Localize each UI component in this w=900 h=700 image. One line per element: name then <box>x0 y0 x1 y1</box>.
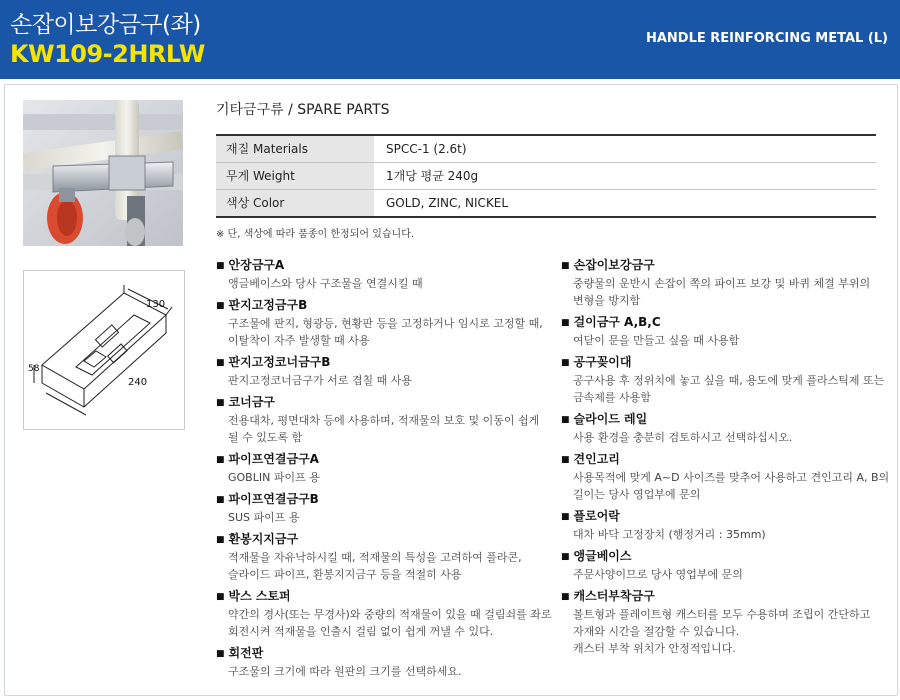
parts-list-item <box>216 589 556 640</box>
parts-list-item <box>216 646 556 680</box>
parts-item-title <box>561 258 891 275</box>
parts-list-item <box>561 412 891 446</box>
bullet-icon: ■ <box>561 455 570 465</box>
parts-item-description: 사용 환경을 충분히 검토하시고 선택하십시오. <box>573 431 793 444</box>
left-parts-list <box>216 258 556 686</box>
technical-drawing <box>23 270 185 430</box>
parts-item-description: 적재물을 자유낙하시킬 때, 적재물의 특성을 고려하여 플라콘, <box>228 551 522 564</box>
parts-list-item <box>561 258 891 309</box>
parts-list-item <box>216 355 556 389</box>
parts-list-item <box>216 492 556 526</box>
parts-item-title <box>216 492 556 509</box>
dim-height-label: 58 <box>28 364 40 374</box>
parts-item-name: 판지고정코너금구B <box>228 355 331 369</box>
bullet-icon: ■ <box>561 552 570 562</box>
parts-item-name: 파이프연결금구A <box>228 452 319 466</box>
parts-item-name: 공구꽂이대 <box>573 355 632 369</box>
parts-item-description: SUS 파이프 용 <box>228 511 300 524</box>
bullet-icon: ■ <box>561 358 570 368</box>
parts-item-description: 금속제를 사용함 <box>573 391 651 404</box>
parts-item-name: 판지고정금구B <box>228 298 308 312</box>
parts-item-name: 손잡이보강금구 <box>573 258 655 272</box>
dim-length-label: 240 <box>128 377 148 388</box>
spec-row-material <box>216 136 876 163</box>
parts-item-description: 이탈착이 자주 발생할 때 사용 <box>228 334 370 347</box>
spec-label: 무게 Weight <box>216 163 374 189</box>
bullet-icon: ■ <box>216 592 225 602</box>
spec-section-title: 기타금구류 / SPARE PARTS <box>216 102 390 118</box>
parts-item-title <box>561 355 891 372</box>
parts-item-title <box>561 589 891 606</box>
spec-value: SPCC-1 (2.6t) <box>386 142 467 156</box>
parts-list-item <box>216 298 556 349</box>
parts-item-description: 슬라이드 파이프, 환봉지지금구 등을 적절히 사용 <box>228 568 462 581</box>
parts-item-title <box>216 258 556 275</box>
parts-item-description: 볼트형과 플레이트형 캐스터를 모두 수용하며 조립이 간단하고 <box>573 608 871 621</box>
parts-item-name: 견인고리 <box>573 452 620 466</box>
parts-item-description: 회전시켜 적재물을 인출시 걸림 없이 쉽게 꺼낼 수 있다. <box>228 625 494 638</box>
parts-item-title <box>216 298 556 315</box>
bullet-icon: ■ <box>216 455 225 465</box>
parts-item-title <box>561 549 891 566</box>
parts-item-description: 될 수 있도록 함 <box>228 431 303 444</box>
product-title: 손잡이보강금구(좌) <box>10 12 201 38</box>
parts-item-description: 전용대차, 평면대차 등에 사용하며, 적재물의 보호 및 이동이 쉽게 <box>228 414 540 427</box>
spec-value: GOLD, ZINC, NICKEL <box>386 196 509 210</box>
bullet-icon: ■ <box>216 398 225 408</box>
parts-item-title <box>216 589 556 606</box>
header-banner <box>0 0 900 79</box>
parts-item-name: 플로어락 <box>573 509 620 523</box>
bullet-icon: ■ <box>216 358 225 368</box>
parts-list-item <box>561 509 891 543</box>
right-parts-list <box>561 258 891 663</box>
parts-item-name: 회전판 <box>228 646 264 660</box>
parts-list-item <box>561 452 891 503</box>
parts-item-title <box>561 315 891 332</box>
spec-label: 재질 Materials <box>216 136 374 162</box>
bullet-icon: ■ <box>216 261 225 271</box>
parts-list-item <box>561 549 891 583</box>
parts-item-name: 환봉지지금구 <box>228 532 299 546</box>
parts-item-name: 파이프연결금구B <box>228 492 319 506</box>
technical-drawing-image <box>24 271 184 429</box>
product-photo-image <box>23 100 183 246</box>
parts-item-title <box>216 532 556 549</box>
bullet-icon: ■ <box>216 649 225 659</box>
parts-item-description: 변형을 방지함 <box>573 294 641 307</box>
parts-item-name: 슬라이드 레일 <box>573 412 648 426</box>
parts-item-description: 약간의 경사(또는 무경사)와 중량의 적재물이 있을 때 걸림쇠를 좌로 <box>228 608 552 621</box>
bullet-icon: ■ <box>561 415 570 425</box>
parts-list-item <box>561 355 891 406</box>
parts-item-title <box>216 452 556 469</box>
spec-row-color <box>216 190 876 216</box>
parts-item-description: GOBLIN 파이프 용 <box>228 471 320 484</box>
parts-item-name: 안장금구A <box>228 258 285 272</box>
bullet-icon: ■ <box>561 592 570 602</box>
spec-row-weight <box>216 163 876 190</box>
parts-list-item <box>216 532 556 583</box>
parts-item-name: 캐스터부착금구 <box>573 589 655 603</box>
parts-item-description: 대차 바닥 고정장치 (행정거리 : 35mm) <box>573 528 766 541</box>
parts-item-description: 구조물에 판지, 형광등, 현황판 등을 고정하거나 임시로 고정할 때, <box>228 317 543 330</box>
parts-item-description: 판지고정코너금구가 서로 겹칠 때 사용 <box>228 374 413 387</box>
parts-item-name: 앵글베이스 <box>573 549 632 563</box>
parts-item-description: 자재와 시간을 절감할 수 있습니다. <box>573 625 740 638</box>
bullet-icon: ■ <box>561 261 570 271</box>
parts-list-item <box>561 589 891 657</box>
bullet-icon: ■ <box>216 301 225 311</box>
parts-item-description: 사용목적에 맞게 A~D 사이즈를 맞추어 사용하고 견인고리 A, B의 <box>573 471 890 484</box>
parts-item-title <box>561 452 891 469</box>
parts-item-description: 여닫이 문을 만들고 싶을 때 사용함 <box>573 334 740 347</box>
parts-list-item <box>216 258 556 292</box>
parts-item-name: 걸이금구 A,B,C <box>573 315 661 329</box>
parts-item-title <box>561 509 891 526</box>
parts-item-title <box>216 646 556 663</box>
parts-item-description: 캐스터 부착 위치가 안정적입니다. <box>573 642 736 655</box>
parts-item-description: 공구사용 후 정위치에 놓고 싶을 때, 용도에 맞게 플라스틱제 또는 <box>573 374 885 387</box>
spec-value: 1개당 평균 240g <box>386 169 479 183</box>
bullet-icon: ■ <box>561 512 570 522</box>
bullet-icon: ■ <box>216 535 225 545</box>
parts-item-description: 주문사양이므로 당사 영업부에 문의 <box>573 568 743 581</box>
parts-item-description: 앵글베이스와 당사 구조물을 연결시킬 때 <box>228 277 423 290</box>
spec-table <box>216 134 876 218</box>
parts-item-title <box>216 355 556 372</box>
parts-item-title <box>561 412 891 429</box>
spec-label: 색상 Color <box>216 190 374 216</box>
parts-list-item <box>216 452 556 486</box>
parts-list-item <box>216 395 556 446</box>
product-photo <box>23 100 183 246</box>
parts-item-description: 구조물의 크기에 따라 원판의 크기를 선택하세요. <box>228 665 462 678</box>
parts-item-name: 코너금구 <box>228 395 275 409</box>
bullet-icon: ■ <box>561 318 570 328</box>
product-code: KW109-2HRLW <box>10 40 205 68</box>
bullet-icon: ■ <box>216 495 225 505</box>
parts-item-name: 박스 스토퍼 <box>228 589 291 603</box>
dim-width-label: 130 <box>146 299 166 310</box>
parts-item-title <box>216 395 556 412</box>
parts-list-item <box>561 315 891 349</box>
parts-item-description: 길이는 당사 영업부에 문의 <box>573 488 701 501</box>
parts-item-description: 중량물의 운반시 손잡이 쪽의 파이프 보강 및 바퀴 체결 부위의 <box>573 277 871 290</box>
spec-note: ※ 단, 색상에 따라 품종이 한정되어 있습니다. <box>216 229 415 240</box>
product-title-english: HANDLE REINFORCING METAL (L) <box>645 31 888 46</box>
